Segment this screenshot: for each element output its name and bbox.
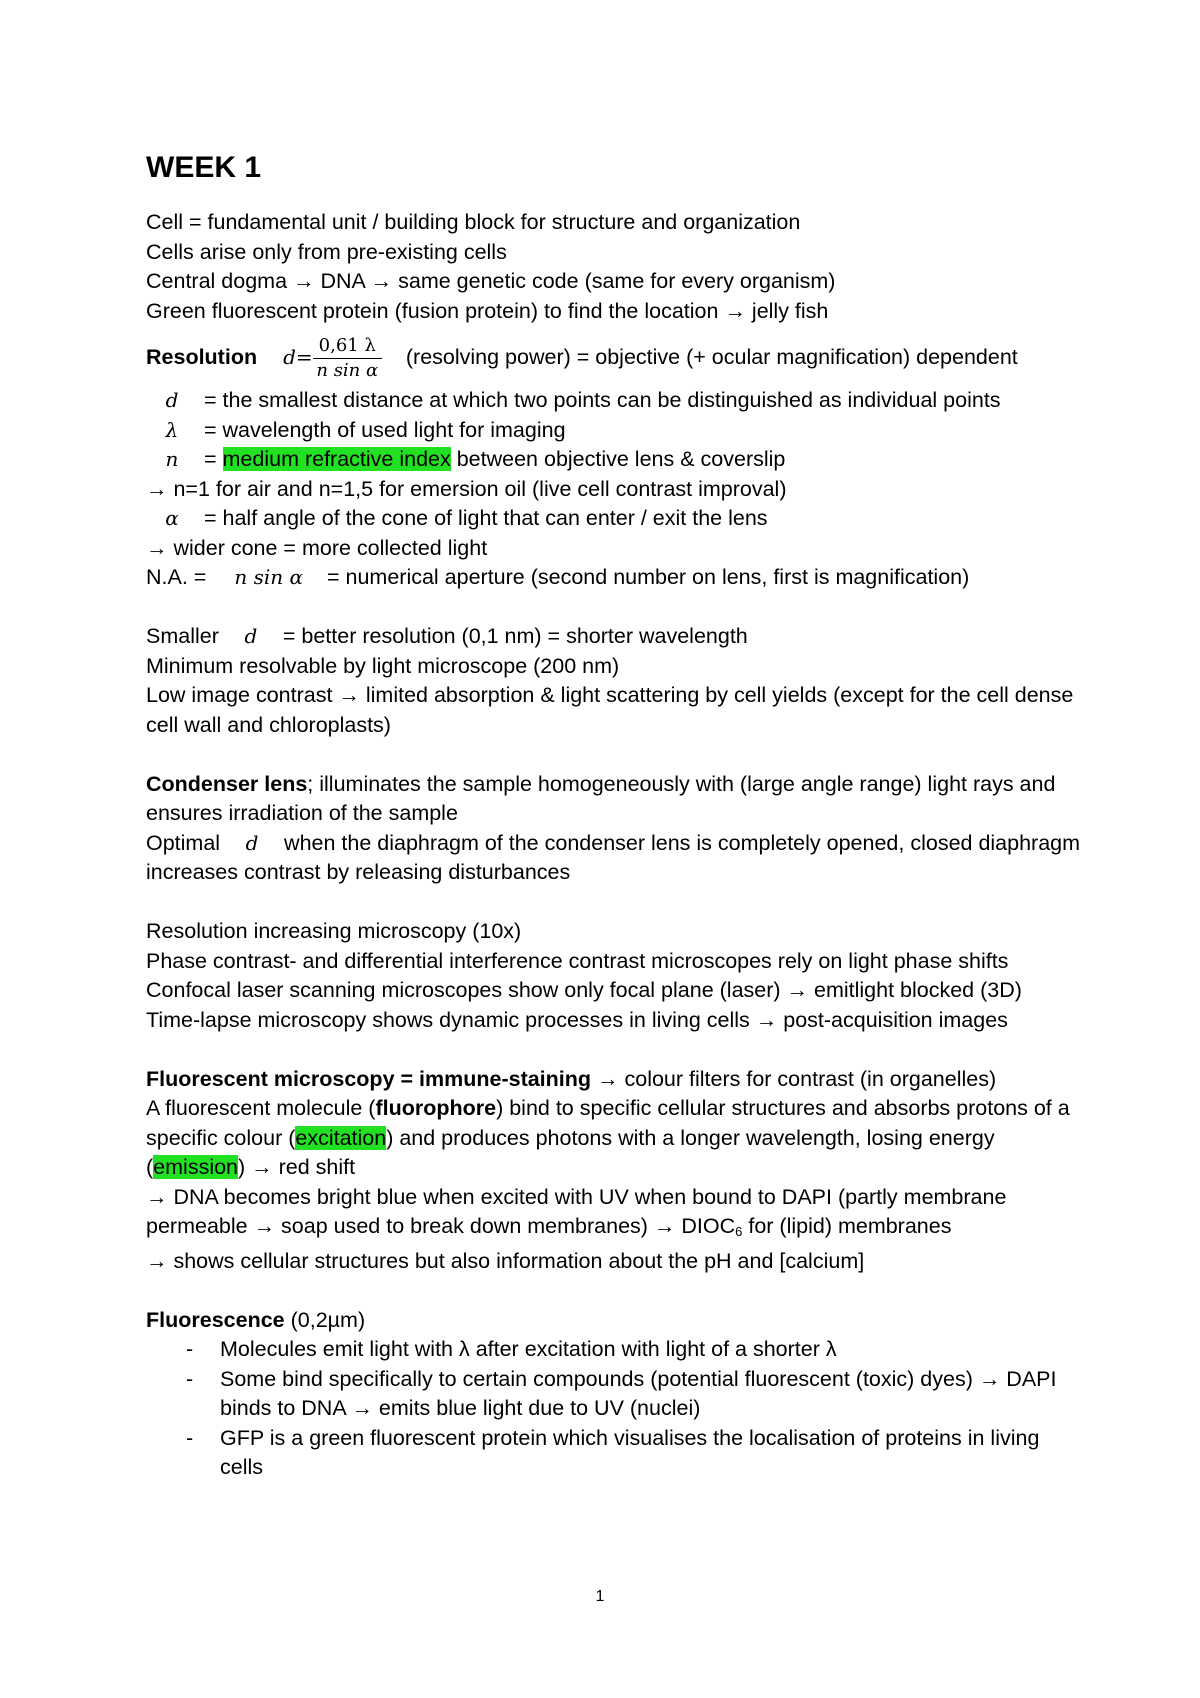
dna-rest: for (lipid) membranes <box>742 1214 952 1238</box>
def-alpha <box>146 504 1086 534</box>
intro-line-4: Green fluorescent protein (fusion protein) to find the location → jelly fish <box>146 298 829 323</box>
smaller-d-line <box>146 622 1086 652</box>
na-definition: = numerical aperture (second number on lens, first is magnification) <box>326 565 970 589</box>
alpha-note: → wider cone = more collected light <box>146 535 488 560</box>
smaller-prefix: Smaller <box>146 624 219 648</box>
spacer <box>146 593 1086 623</box>
fluorescent-heading-bold: Fluorescent microscopy = immune-staining <box>146 1066 592 1091</box>
fluor-p4: ) → red shift <box>238 1155 356 1179</box>
fluorescence-label-rest: (0,2µm) <box>284 1307 366 1332</box>
def-d <box>146 386 1086 416</box>
def-lambda <box>146 416 1086 446</box>
bullet-text: Molecules emit light with λ after excitation with light of a shorter λ <box>220 1337 837 1361</box>
bullet-text: Some bind specifically to certain compounds (potential fluorescent (toxic) dyes) → DAPI binds to DNA → emits blue light due to UV (nuclei) <box>220 1366 1057 1420</box>
list-item <box>146 1424 1086 1483</box>
bullet-dash: - <box>186 1425 194 1450</box>
spacer <box>146 1035 1086 1065</box>
optimal-prefix: Optimal <box>146 830 221 855</box>
fluorescent-heading-rest: → colour filters for contrast (in organelles) <box>591 1066 997 1091</box>
def-n-rest: between objective lens & coverslip <box>450 447 786 471</box>
symbol-d: d <box>244 624 258 648</box>
fluorophore-term: fluorophore <box>375 1096 497 1120</box>
spacer <box>146 888 1086 918</box>
highlight-excitation: excitation <box>295 1125 387 1150</box>
spacer <box>146 1276 1086 1306</box>
symbol-n: n <box>165 447 179 471</box>
resolution-description: (resolving power) = objective (+ ocular magnification) dependent <box>405 345 1018 370</box>
fluorescence-bullet-list <box>146 1335 1086 1483</box>
highlight-emission: emission <box>153 1155 239 1179</box>
page-number: 1 <box>595 1588 605 1605</box>
microscopy-line-4: Time-lapse microscopy shows dynamic processes in living cells → post-acquisition images <box>146 1007 1008 1032</box>
low-contrast-paragraph: Low image contrast → limited absorption & light scattering by cell yields (except for the cell dense cell wall and chloroplasts) <box>146 683 1074 737</box>
intro-line-3: Central dogma → DNA → same genetic code (same for every organism) <box>146 269 836 293</box>
resolution-fraction <box>313 334 382 383</box>
bullet-dash: - <box>186 1337 194 1361</box>
spacer <box>146 740 1086 770</box>
n-note: → n=1 for air and n=1,5 for emersion oil (live cell contrast improval) <box>146 476 787 501</box>
fluorescent-heading <box>146 1065 1086 1095</box>
condenser-label: Condenser lens <box>146 771 308 796</box>
def-n-eq: = <box>203 447 223 471</box>
microscopy-line-2: Phase contrast- and differential interference contrast microscopes rely on light phase shifts <box>146 948 1009 973</box>
optimal-d-paragraph <box>146 829 1086 888</box>
dioc-subscript: 6 <box>735 1224 743 1239</box>
resolution-label: Resolution <box>146 345 258 370</box>
min-resolvable-line: Minimum resolvable by light microscope (200 nm) <box>146 653 620 678</box>
fluorophore-paragraph <box>146 1094 1086 1183</box>
symbol-lambda: λ <box>165 417 179 442</box>
fluorescence-label: Fluorescence <box>146 1307 285 1332</box>
dna-line: → DNA becomes bright blue when excited with UV when bound to DAPI (partly membrane permeable → soap used to break down membranes) → DIOC <box>146 1184 1007 1238</box>
fraction-numerator: 0,61 λ <box>313 334 382 359</box>
def-n <box>146 445 1086 475</box>
na-formula: n sin α <box>234 565 303 589</box>
optimal-rest: when the diaphragm of the condenser lens is completely opened, closed diaphragm increases contrast by releasing disturbances <box>146 830 1081 884</box>
numerical-aperture <box>146 563 1086 593</box>
list-item <box>146 1335 1086 1365</box>
page-content <box>146 148 1086 1483</box>
fluorescence-heading <box>146 1306 1086 1336</box>
page-title: WEEK 1 <box>146 151 262 184</box>
fluor-p3: ) and produces photons with a longer wavelength, losing energy ( <box>146 1125 995 1179</box>
dna-dapi-paragraph <box>146 1183 1086 1247</box>
symbol-d: d <box>245 830 259 855</box>
symbol-d: d <box>165 388 179 412</box>
intro-line-2: Cells arise only from pre-existing cells <box>146 239 507 264</box>
fraction-denominator: n sin α <box>316 359 379 381</box>
shows-structures-line: → shows cellular structures but also information about the pH and [calcium] <box>146 1248 865 1273</box>
formula-lhs: d= <box>283 345 313 370</box>
microscopy-line-1: Resolution increasing microscopy (10x) <box>146 919 522 943</box>
fluor-p2: ) bind to specific cellular structures and absorbs protons of a specific colour ( <box>146 1096 1070 1150</box>
highlight-medium-refractive-index: medium refractive index <box>222 447 451 471</box>
resolution-formula-row <box>146 330 1086 386</box>
bullet-dash: - <box>186 1366 194 1391</box>
symbol-alpha: α <box>165 506 179 530</box>
bullet-text: GFP is a green fluorescent protein which visualises the localisation of proteins in living cells <box>220 1425 1040 1479</box>
intro-line-1: Cell = fundamental unit / building block for structure and organization <box>146 210 801 234</box>
def-lambda-text: = wavelength of used light for imaging <box>203 417 566 442</box>
smaller-rest: = better resolution (0,1 nm) = shorter wavelength <box>282 624 748 648</box>
na-label: N.A. = <box>146 565 207 589</box>
condenser-text: ; illuminates the sample homogeneously with (large angle range) light rays and ensures irradiation of the sample <box>146 771 1056 825</box>
microscopy-line-3: Confocal laser scanning microscopes show only focal plane (laser) → emitlight blocked (3D) <box>146 978 1022 1002</box>
condenser-paragraph <box>146 770 1086 829</box>
def-d-text: = the smallest distance at which two points can be distinguished as individual points <box>203 388 1001 412</box>
def-alpha-text: = half angle of the cone of light that can enter / exit the lens <box>203 506 768 530</box>
fluor-p1: A fluorescent molecule ( <box>146 1096 376 1120</box>
list-item <box>146 1365 1086 1424</box>
